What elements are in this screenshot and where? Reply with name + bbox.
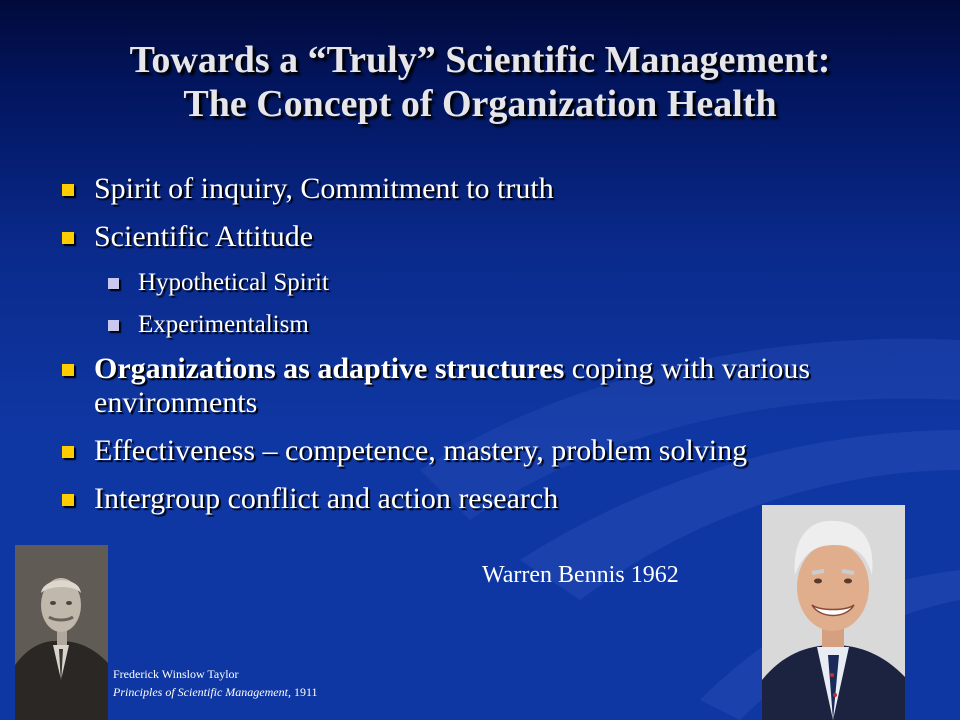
sub-bullet-item: [58, 268, 898, 298]
bullet-item: [58, 172, 898, 206]
slide-title: [40, 38, 920, 126]
square-bullet-icon: [62, 446, 74, 458]
bullet-text: Intergroup conflict and action research: [94, 482, 559, 515]
taylor-book-line: [113, 683, 318, 701]
bullet-text: coping with various environments: [94, 352, 811, 419]
square-bullet-icon: [62, 232, 74, 244]
square-bullet-icon: [62, 184, 74, 196]
bennis-portrait-image: [762, 505, 905, 720]
taylor-book-year: 1911: [290, 685, 318, 699]
bennis-caption: Warren Bennis 1962: [482, 562, 679, 588]
bullet-list: [58, 172, 898, 530]
square-sub-bullet-icon: [108, 320, 119, 331]
title-line-1: Towards a “Truly” Scientific Management:: [129, 39, 831, 81]
square-bullet-icon: [62, 494, 74, 506]
square-sub-bullet-icon: [108, 278, 119, 289]
bullet-text: Spirit of inquiry, Commitment to truth: [94, 172, 554, 205]
bullet-item: [58, 352, 898, 420]
bullet-bold-text: Organizations as adaptive structures: [94, 352, 565, 385]
sub-bullet-text: Hypothetical Spirit: [138, 269, 329, 296]
bullet-text: Effectiveness – competence, mastery, problem solving: [94, 434, 748, 467]
bullet-item: [58, 220, 898, 254]
sub-bullet-item: [58, 310, 898, 340]
taylor-name: Frederick Winslow Taylor: [113, 667, 239, 681]
taylor-portrait-image: [15, 545, 108, 720]
bullet-text: Scientific Attitude: [94, 220, 314, 253]
taylor-caption: [113, 665, 318, 701]
title-line-2: The Concept of Organization Health: [183, 83, 777, 125]
square-bullet-icon: [62, 364, 74, 376]
bullet-item: [58, 434, 898, 468]
sub-bullet-text: Experimentalism: [138, 311, 309, 338]
taylor-book-title: Principles of Scientific Management,: [113, 685, 291, 699]
